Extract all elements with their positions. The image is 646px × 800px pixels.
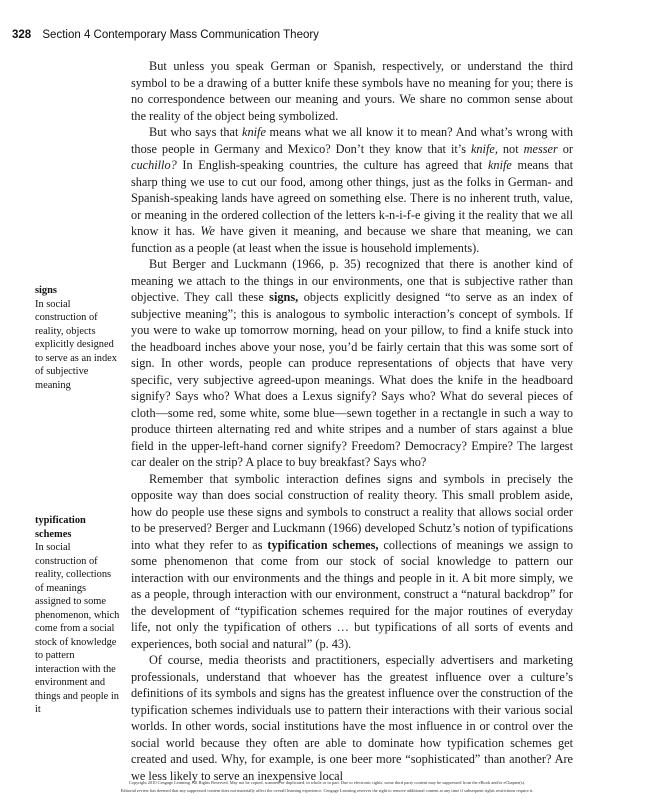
running-header [12, 28, 612, 42]
text-run: But Berger and Luckmann (1966, p. 35) recognized that there is another kind of meaning we attach to the things in our environments, one that is subjective rather than objective. They call these [131, 257, 573, 304]
margin-note-signs [35, 284, 121, 392]
paragraph [131, 471, 573, 653]
copyright-line: Editorial review has deemed that any suppressed content does not materially affect the overall learning experience. Cengage Learning reserves the right to remove additional content at any time if subsequent rights restrictions require it. [120, 788, 534, 793]
text-run: means what we all know it to mean? And what’s wrong with those people in Germany and Mexico? Don’t they know that it’s [131, 125, 573, 156]
margin-note-typification-schemes [35, 514, 121, 717]
italic-term: messer [523, 141, 558, 156]
text-run: Remember that symbolic interaction defines signs and symbols in precisely the opposite way than does social construction of reality theory. This small problem aside, how do people use these signs and symbols to construct a reality that allows social order to be preserved? Berger and Luckmann (1966) developed Schutz’s notion of typifications into what they refer to as [131, 471, 573, 552]
paragraph [131, 124, 573, 256]
paragraph [131, 652, 573, 784]
paragraph-text: Of course, media theorists and practitioners, especially advertisers and marketing professionals, understand that whoever has the greatest influence over a culture’s definitions of its symbols and signs has the greatest influence over the construction of the typification schemes individuals use to pattern their interactions with their various social worlds. In other words, social institutions have the most influence in or control over the social world because they often are able to dominate how typification schemes get created and used. Why, for example, is one beer more “sophisticated” than another? Are we less likely to serve an inexpensive local [131, 653, 573, 783]
text-run: objects explicitly designed “to serve as an index of subjective meaning”; this is analogous to symbolic interaction’s concept of symbols. If you were to wake up tomorrow morning, head on your pillow, to find a knife stuck into the headboard inches above your nose, you’d be fairly certain that this was some sort of sign. In other words, people can produce representations of objects that have very specific, very subjective agreed-upon meanings. What does the knife in the headboard signify? Says who? What does a Lexus signify? Says who? What do several pieces of cloth—some red, some white, some blue—sewn together in a rectangle in such a way to produce thirteen alternating red and white stripes and a number of stars against a blue field in the upper-left-hand corner signify? Freedom? Democracy? Empire? The largest car dealer on the strip? A place to buy breakfast? Says who? [131, 290, 574, 469]
paragraph [131, 256, 573, 471]
italic-term: knife [487, 158, 512, 172]
text-run: means that sharp thing we use to cut our food, among other things, just as the folks in German- and Spanish-speaking lands have agreed on something else. There is no inherent truth, value, or meaning in the ordered collection of the letters k-n-i-f-e giving it the reality that we all know it has. [131, 158, 573, 238]
bold-term-signs: signs, [269, 290, 299, 304]
margin-note-term: signs [35, 285, 57, 296]
paragraph [131, 58, 573, 124]
margin-note-definition: In social construction of reality, objects explicitly designed to serve as an index of subjective meaning [35, 298, 117, 391]
text-run: collections of meanings we assign to some phenomenon that come from our stock of social knowledge to pattern our interaction with our environments and the things and people in it. A bit more simply, we as a people, through interaction with our environment, construct a “natural backdrop” for the development of “typification schemes required for the major routines of everyday life, not only the typification of others … but typifications of all sorts of events and experiences, both social and natural” (p. 43). [131, 537, 574, 651]
text-run: But who says that [149, 125, 243, 139]
italic-term: We [200, 224, 215, 238]
paragraph-text: But unless you speak German or Spanish, respectively, or understand the third symbol to be a drawing of a butter knife these symbols have no meaning for you; there is no correspondence between our meaning and yours. We share no common sense about the reality of the object being symbolized. [131, 59, 573, 123]
text-run: not [497, 141, 524, 156]
bold-term-typification-schemes: typification schemes, [267, 537, 379, 552]
text-run: In English-speaking countries, the culture has agreed that [176, 158, 488, 172]
text-run: or [557, 141, 573, 156]
page-number: 328 [12, 29, 32, 41]
copyright-footer [22, 779, 632, 795]
margin-note-term: typification schemes [35, 515, 86, 540]
italic-term: knife, [470, 141, 498, 156]
italic-term: cuchillo? [131, 158, 177, 172]
copyright-line: Copyright 2010 Cengage Learning. All Rights Reserved. May not be copied, scanned, or duplicated, in whole or in part. Due to electronic rights, some third party content may be suppressed from the eBook and/or eChapter(s). [128, 780, 526, 785]
italic-term: knife [242, 125, 266, 139]
margin-note-definition: In social construction of reality, collections of meanings assigned to some phenomenon, which come from a social stock of knowledge to pattern interaction with the environment and things and people in it [35, 542, 120, 715]
body-text [131, 58, 573, 784]
section-title: Section 4 Contemporary Mass Communication Theory [42, 29, 319, 41]
text-run: have given it meaning, and because we share that meaning, we can function as a people (at least when the issue is household implements). [131, 224, 573, 255]
